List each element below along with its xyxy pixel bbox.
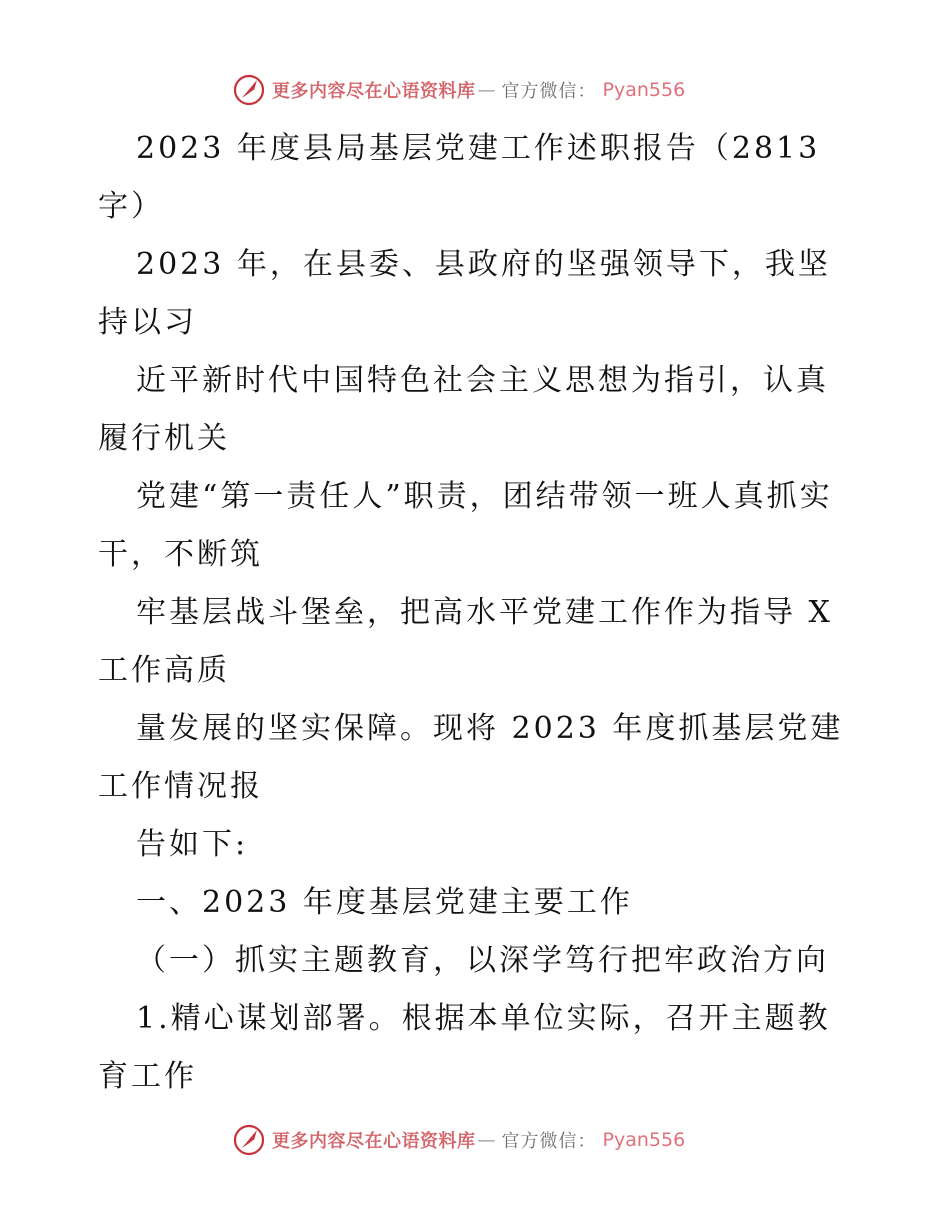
watermark-main-text: 更多内容尽在心语资料库 xyxy=(272,1131,476,1152)
watermark-wechat-label: 官方微信： xyxy=(501,81,597,102)
header-watermark xyxy=(232,72,685,108)
watermark-dash: — xyxy=(477,79,496,101)
document-body xyxy=(98,120,858,1106)
quill-logo-icon xyxy=(232,73,266,107)
document-title: 2023 年度县局基层党建工作述职报告（2813 字） xyxy=(98,131,833,224)
quill-logo-icon xyxy=(232,1123,266,1157)
paragraph: 量发展的坚实保障。现将 2023 年度抓基层党建工作情况报 xyxy=(98,711,844,804)
watermark-wechat-id: Pyan556 xyxy=(602,1129,686,1151)
watermark-wechat-label: 官方微信： xyxy=(501,1131,597,1152)
paragraph: 近平新时代中国特色社会主义思想为指引，认真履行机关 xyxy=(98,363,829,456)
paragraph: 牢基层战斗堡垒，把高水平党建工作作为指导 X 工作高质 xyxy=(98,595,846,688)
watermark-wechat-id: Pyan556 xyxy=(602,79,686,101)
subsection-heading: （一）抓实主题教育，以深学笃行把牢政治方向 xyxy=(136,943,829,978)
watermark-main-text: 更多内容尽在心语资料库 xyxy=(272,81,476,102)
paragraph: 1.精心谋划部署。根据本单位实际，召开主题教育工作 xyxy=(98,1001,831,1094)
section-heading: 一、2023 年度基层党建主要工作 xyxy=(136,885,633,920)
paragraph: 党建“第一责任人”职责，团结带领一班人真抓实干，不断筑 xyxy=(98,479,833,572)
footer-watermark xyxy=(232,1122,685,1158)
watermark-dash: — xyxy=(477,1129,496,1151)
paragraph: 告如下: xyxy=(136,827,249,862)
paragraph: 2023 年，在县委、县政府的坚强领导下，我坚持以习 xyxy=(98,247,831,340)
